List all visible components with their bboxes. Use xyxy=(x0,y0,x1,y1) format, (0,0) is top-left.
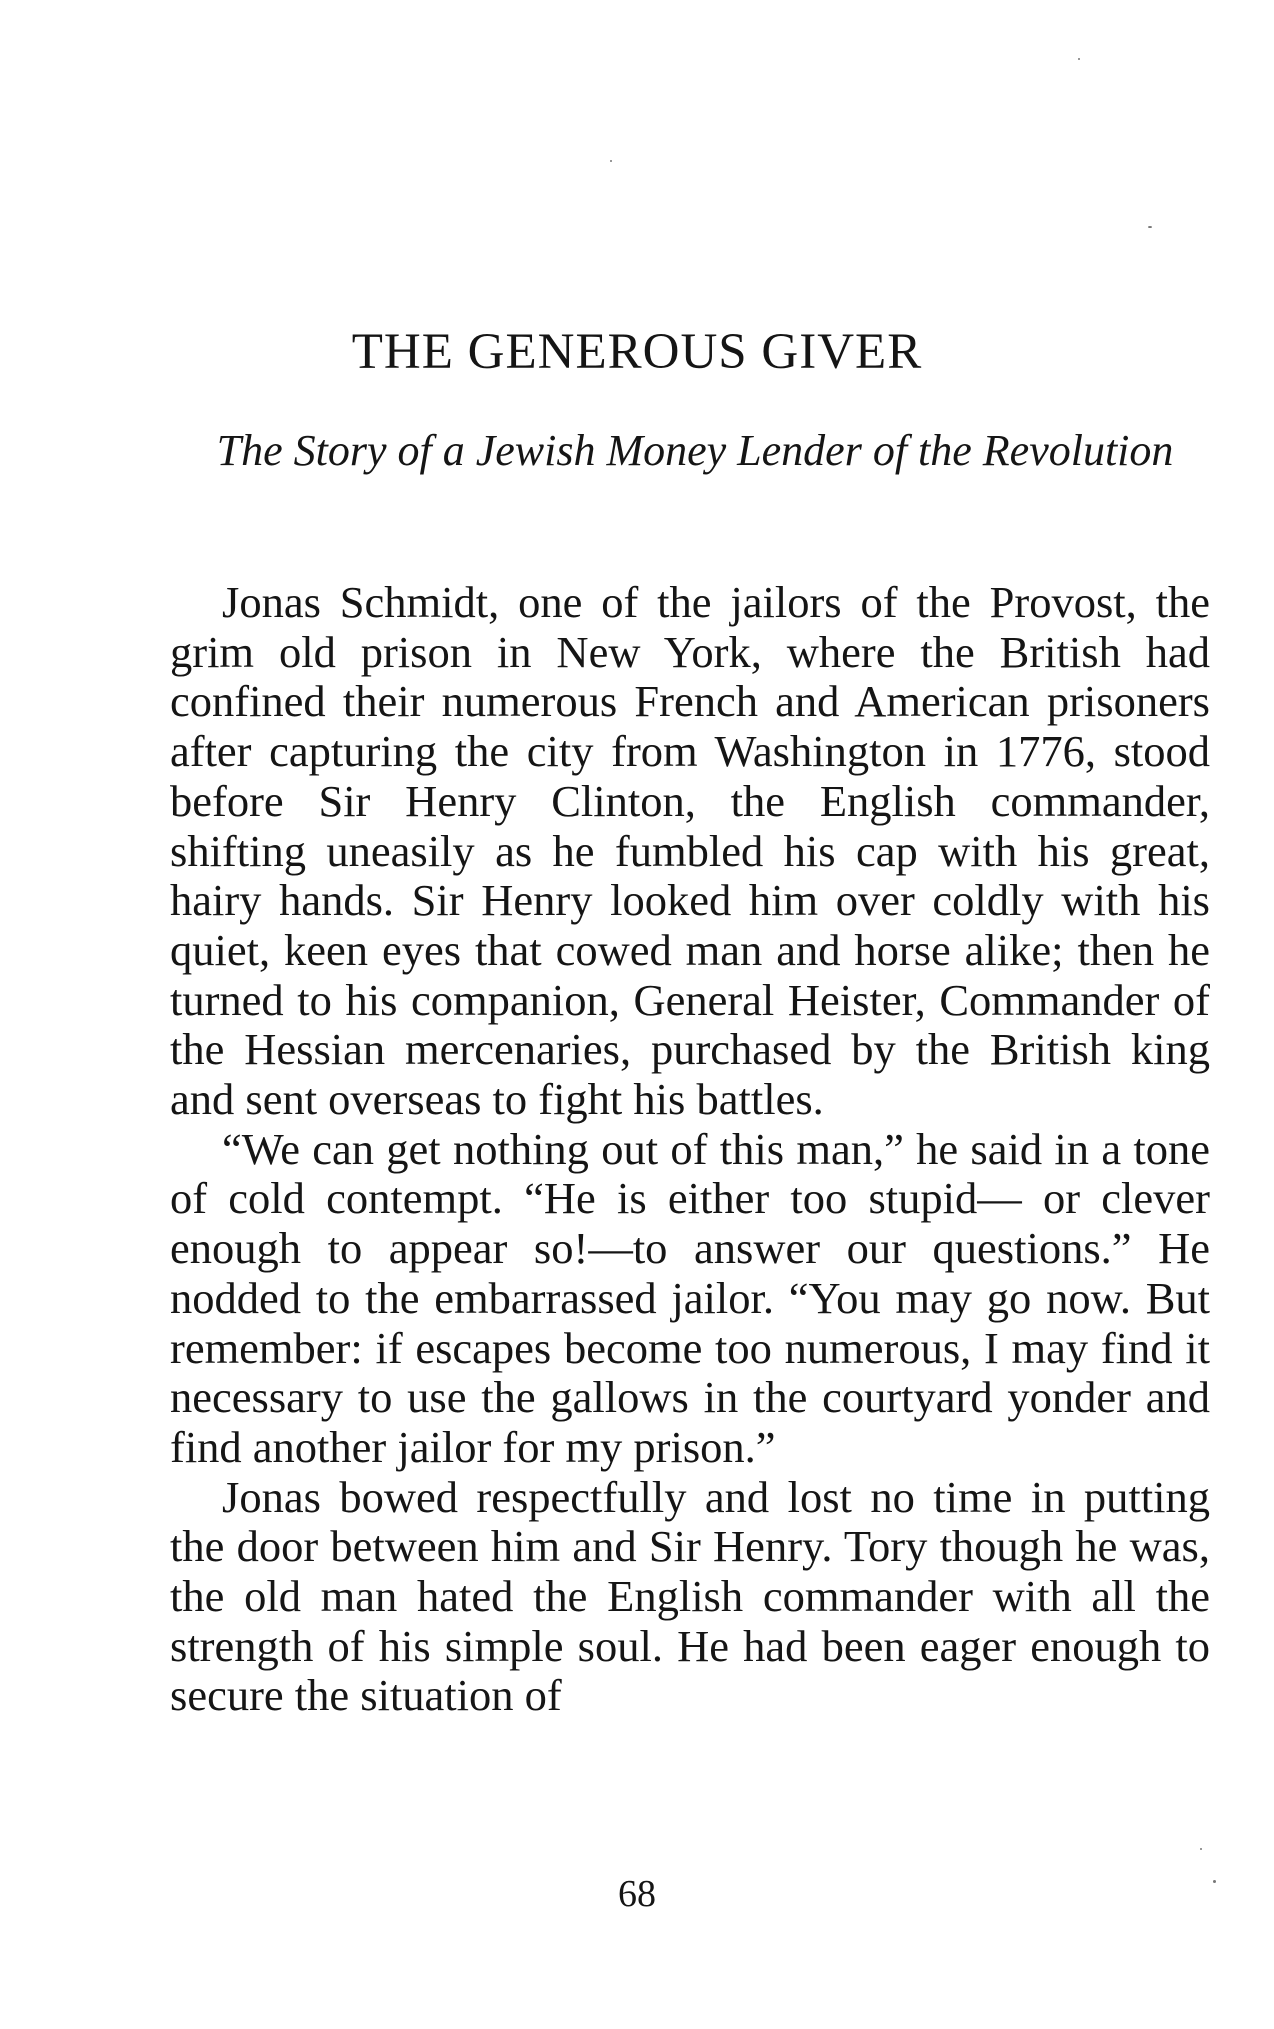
scan-speck xyxy=(1148,226,1152,228)
chapter-subtitle: The Story of a Jewish Money Lender of the Revolution xyxy=(216,426,1174,475)
paragraph: Jonas bowed respectfully and lost no time in putting the door between him and Sir Henry. Tory though he was, the old man hated the English commander with all the strength of his simple soul. He had been eager enough to secure the situation of xyxy=(170,1471,1210,1721)
chapter-title: THE GENEROUS GIVER xyxy=(351,324,923,380)
page-number: 68 xyxy=(618,1873,656,1915)
paragraph: “We can get nothing out of this man,” he said in a tone of cold contempt. “He is either too stupid— or clever enough to appear so!—to answer our questions.” He nodded to the embarrassed jailor. “You may go now. But remember: if escapes become too numerous, I may find it necessary to use the gallows in the courtyard yonder and find another jailor for my prison.” xyxy=(170,1123,1210,1472)
scan-speck xyxy=(1213,1880,1216,1883)
scan-speck xyxy=(610,160,612,162)
scan-speck xyxy=(1078,58,1080,60)
body-text xyxy=(170,578,1210,1721)
paragraph: Jonas Schmidt, one of the jailors of the Provost, the grim old prison in New York, where the British had confined their numerous French and American prisoners after capturing the city from Washington in 1776, stood before Sir Henry Clinton, the English commander, shifting uneasily as he fumbled his cap with his great, hairy hands. Sir Henry looked him over coldly with his quiet, keen eyes that cowed man and horse alike; then he turned to his companion, General Heister, Commander of the Hessian mercenaries, purchased by the British king and sent overseas to fight his battles. xyxy=(170,577,1210,1125)
scan-speck xyxy=(1200,1848,1202,1850)
